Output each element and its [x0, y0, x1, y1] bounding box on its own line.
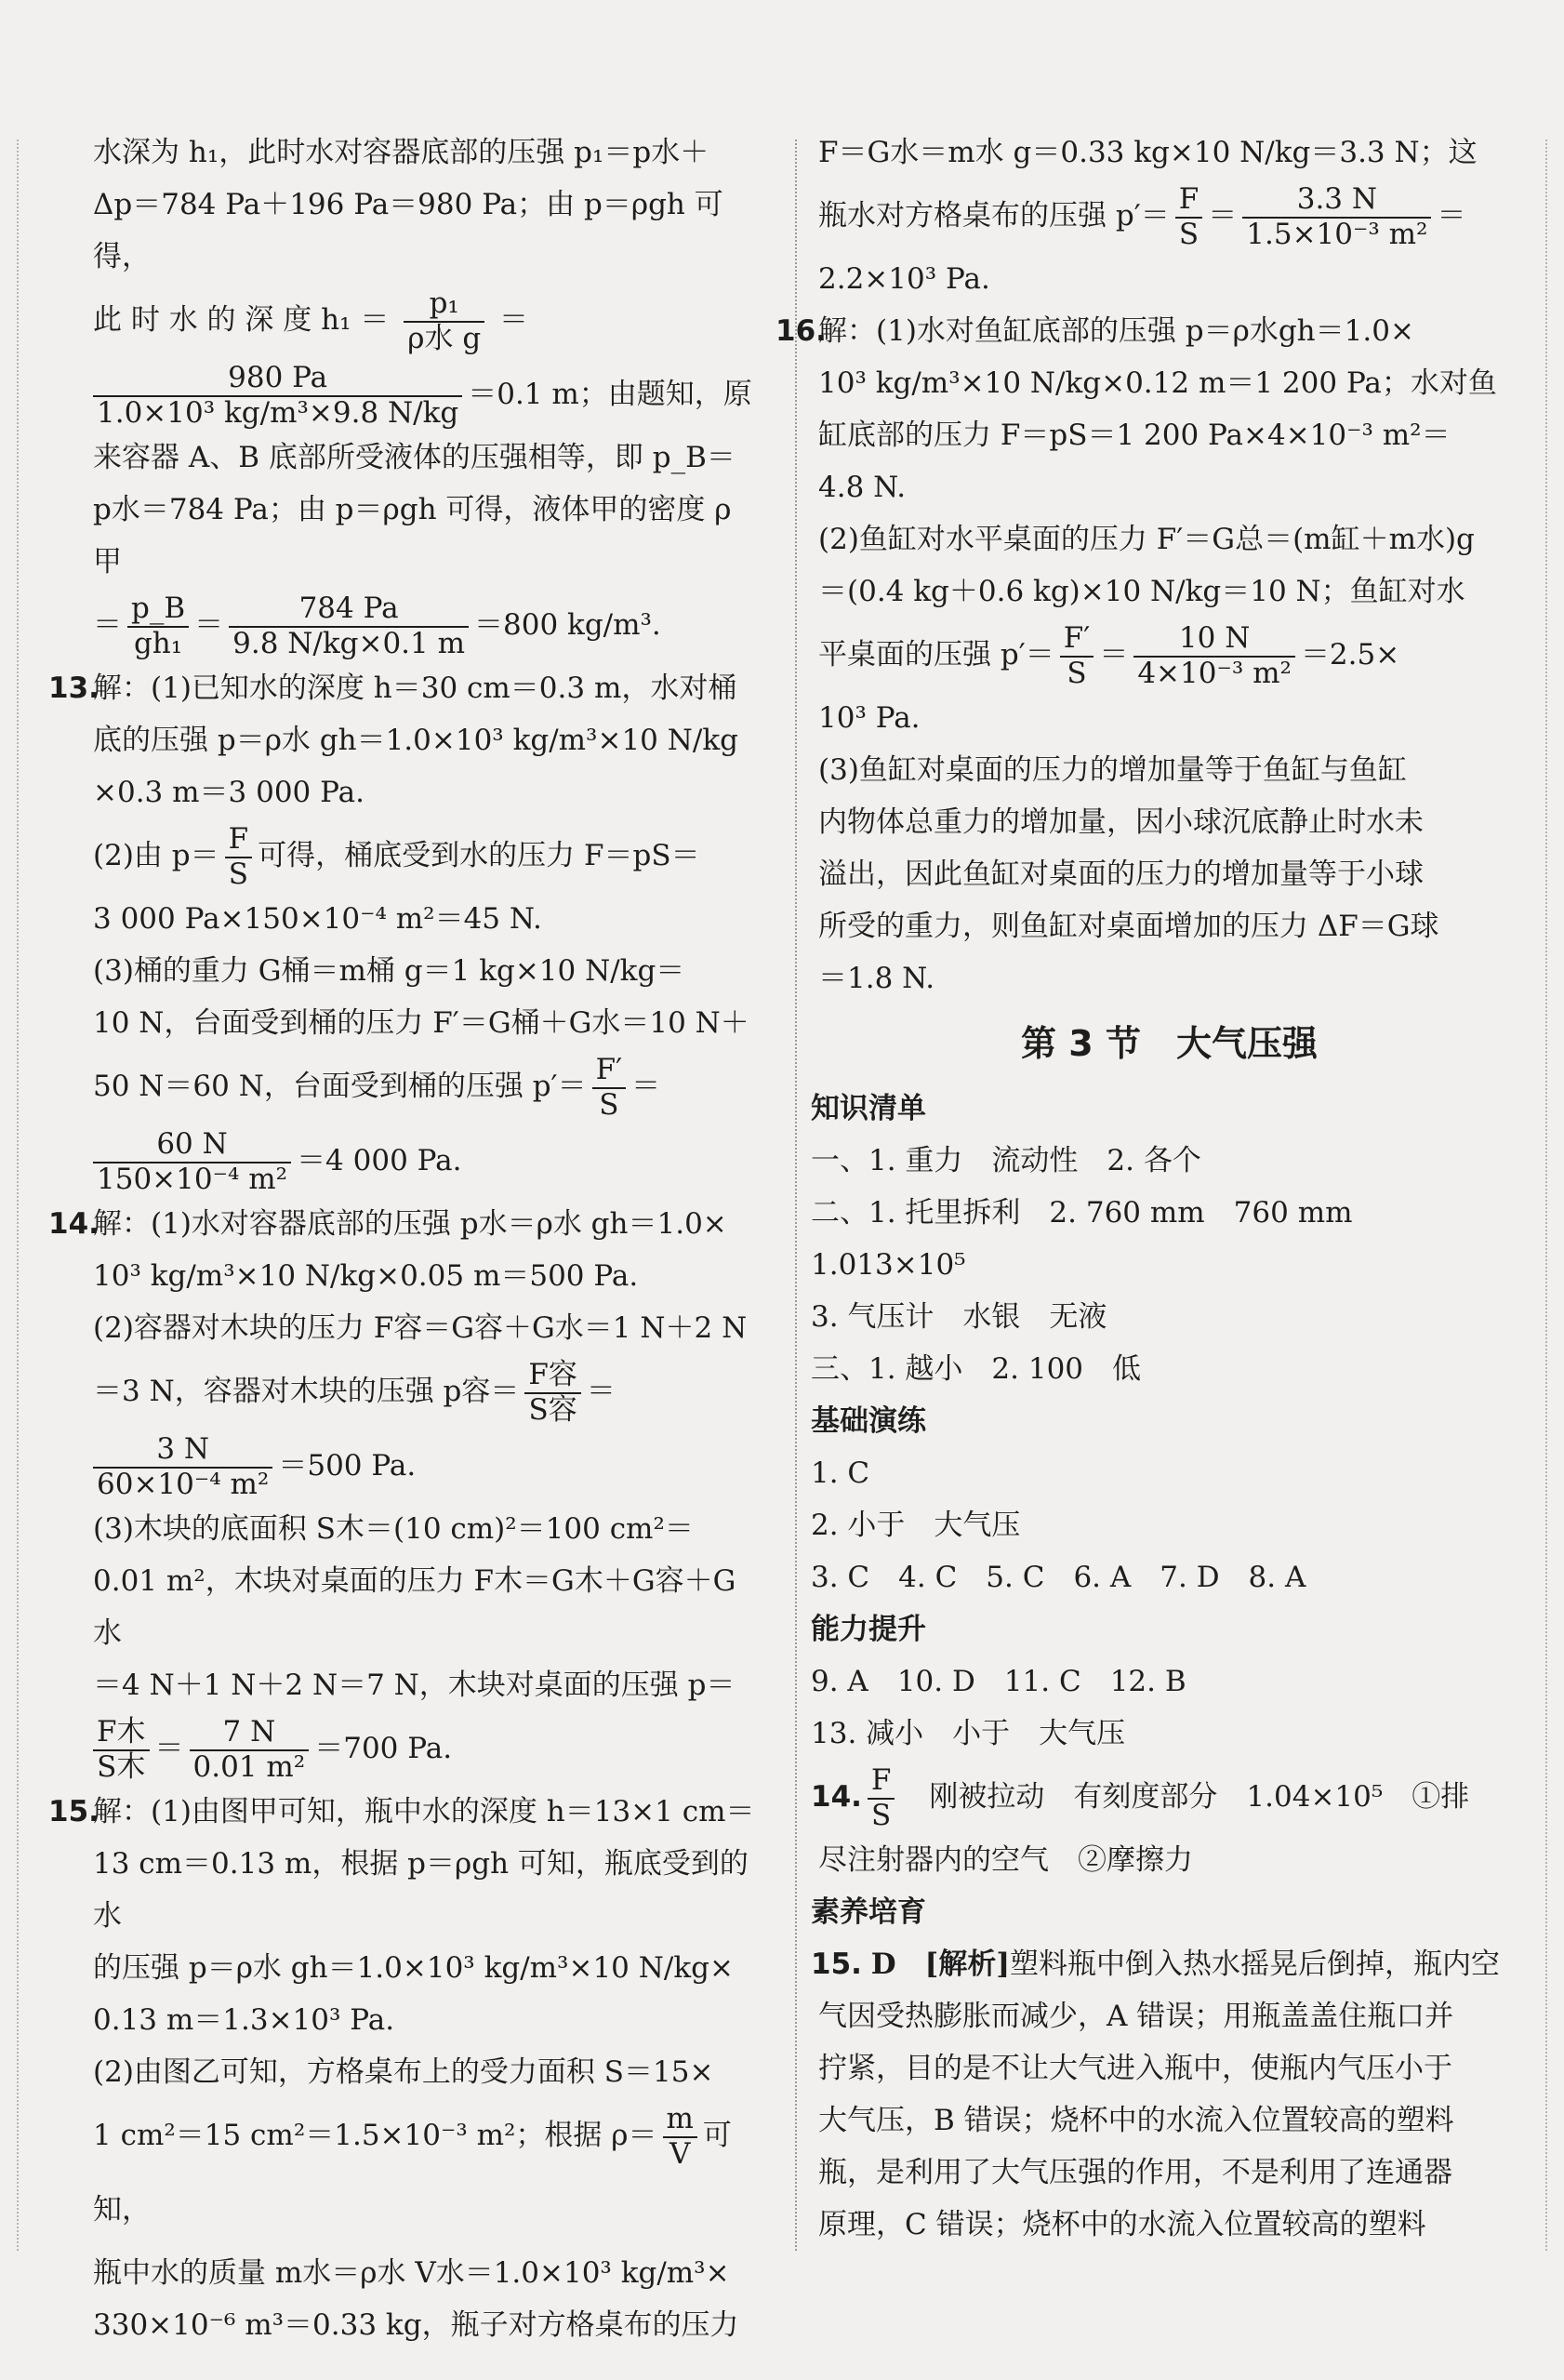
answer-line: 13. 减小 小于 大气压	[811, 1717, 1126, 1750]
question-number: 15.	[48, 1795, 99, 1828]
answer-line: 9. A 10. D 11. C 12. B	[811, 1665, 1186, 1698]
text-line: 尽注射器内的空气 ②摩擦力	[818, 1843, 1193, 1877]
text-line: (2)容器对木块的压力 F容＝G容＋G水＝1 N＋2 N	[93, 1311, 748, 1345]
text-line: 溢出，因此鱼缸对桌面的压力的增加量等于小球	[818, 858, 1424, 891]
text-line: (3)桶的重力 G桶＝m桶 g＝1 kg×10 N/kg＝	[93, 954, 685, 988]
fraction: $\frac{m}{V}$	[663, 2103, 697, 2171]
left-margin-rule	[17, 140, 19, 2251]
text-line: ＝1.8 N.	[818, 962, 935, 995]
right-column	[775, 126, 1520, 2251]
fraction: $\frac{3 N}{\text{60×10⁻⁴ m²}}$	[93, 1433, 272, 1501]
formula-line: 平桌面的压强 p′＝ $\frac{F'}{S}$ ＝ $\frac{10 N}{\text{4×10⁻³ m²}}$ ＝2.5×	[818, 620, 1400, 690]
text-line: (2)鱼缸对水平桌面的压力 F′＝G总＝(m缸＋m水)g	[818, 523, 1475, 556]
fraction: $\frac{\text{F容}}{\text{S容}}$	[524, 1359, 581, 1427]
text-line: 所受的重力，则鱼缸对桌面增加的压力 ΔF＝G球	[818, 910, 1439, 943]
formula-line: 50 N＝60 N，台面受到桶的压强 p′＝ $\frac{F'}{S}$ ＝	[93, 1052, 661, 1122]
answer-line: 3. 气压计 水银 无液	[811, 1300, 1107, 1334]
subheading-ability: 能力提升	[811, 1613, 926, 1646]
fraction: $\frac{980 Pa}{\text{1.0×10³ kg/m³×9.8 N/kg}}$	[93, 362, 462, 430]
text-line: 水深为 h₁，此时水对容器底部的压强 p₁＝p水＋	[93, 136, 709, 169]
text-line: 内物体总重力的增加量，因小球沉底静止时水未	[818, 805, 1424, 839]
answer-line: 14. $\frac{F}{S}$ 刚被拉动 有刻度部分 1.04×10⁵ ①排	[811, 1762, 1470, 1832]
text-line: 0.01 m²，木块对桌面的压力 F木＝G木＋G容＋G水	[93, 1564, 736, 1650]
fraction: $\frac{F'}{S}$	[1060, 622, 1094, 690]
text-line: (3)鱼缸对桌面的压力的增加量等于鱼缸与鱼缸	[818, 753, 1407, 787]
text-line: (3)木块的底面积 S木＝(10 cm)²＝100 cm²＝	[93, 1512, 694, 1546]
question-15: 15. 解：(1)由图甲可知，瓶中水的深度 h＝13×1 cm＝	[93, 1786, 755, 1838]
question-number: 13.	[48, 671, 99, 705]
text-line: p水＝784 Pa；由 p＝ρgh 可得，液体甲的密度 ρ甲	[93, 493, 732, 578]
text-line: (2)由图乙可知，方格桌布上的受力面积 S＝15×	[93, 2055, 714, 2089]
text-line: 0.13 m＝1.3×10³ Pa.	[93, 2003, 395, 2037]
text-line: 原理，C 错误；烧杯中的水流入位置较高的塑料	[818, 2208, 1426, 2241]
text-line: ＝4 N＋1 N＋2 N＝7 N，木块对桌面的压强 p＝	[93, 1669, 736, 1702]
answer-line: 2. 小于 大气压	[811, 1509, 1021, 1542]
text-line: F＝G水＝m水 g＝0.33 kg×10 N/kg＝3.3 N；这	[818, 136, 1478, 169]
subheading-knowledge: 知识清单	[811, 1092, 926, 1125]
fraction: $\frac{F}{S}$	[1175, 183, 1203, 251]
text-line: 拧紧，目的是不让大气进入瓶中，使瓶内气压小于	[818, 2052, 1452, 2085]
question-13: 13. 解：(1)已知水的深度 h＝30 cm＝0.3 m，水对桶	[93, 662, 755, 714]
text-line: 瓶中水的质量 m水＝ρ水 V水＝1.0×10³ kg/m³×	[93, 2256, 730, 2290]
formula-line: $\frac{60 N}{\text{150×10⁻⁴ m²}}$ ＝4 000 Pa.	[93, 1124, 755, 1198]
subheading-literacy: 素养培育	[811, 1895, 926, 1929]
answer-line: 3. C 4. C 5. C 6. A 7. D 8. A	[811, 1561, 1306, 1594]
question-number: 16.	[775, 314, 827, 348]
formula-line: ＝3 N，容器对木块的压强 p容＝ $\frac{\text{F容}}{\text{S容}}$ ＝	[93, 1357, 616, 1427]
text-line: Δp＝784 Pa＋196 Pa＝980 Pa；由 p＝ρgh 可得，	[93, 188, 723, 273]
column-divider	[795, 140, 797, 2251]
formula-line: $\frac{3 N}{\text{60×10⁻⁴ m²}}$ ＝500 Pa.	[93, 1429, 755, 1503]
formula-line: $\frac{\text{F木}}{\text{S木}}$ ＝ $\frac{7 N}{\text{0.01 m²}}$ ＝700 Pa.	[93, 1711, 755, 1786]
answer-line: 三、1. 越小 2. 100 低	[811, 1352, 1142, 1386]
fraction: $\frac{10 N}{\text{4×10⁻³ m²}}$	[1133, 622, 1295, 690]
fraction: $\frac{7 N}{\text{0.01 m²}}$	[190, 1716, 310, 1784]
formula-line: ＝ $\frac{p\_B}{\text{gh₁}}$ ＝ $\frac{784 Pa}{9.8 N/kg\times 0.1 m}$ ＝800 kg/m³.	[93, 591, 661, 660]
fraction: $\frac{3.3 N}{\text{1.5×10⁻³ m²}}$	[1242, 183, 1431, 251]
fraction: $\frac{\text{F木}}{\text{S木}}$	[93, 1716, 150, 1784]
answer-line: 一、1. 重力 流动性 2. 各个	[811, 1144, 1201, 1177]
left-column	[48, 126, 755, 2351]
section-title: 第 3 节 大气压强	[1021, 1023, 1318, 1064]
formula-line: 此 时 水 的 深 度 h₁ ＝ $\frac{\text{p₁}}{\text{ρ水 g}}$ ＝	[93, 286, 529, 355]
text-line: 13 cm＝0.13 m，根据 p＝ρgh 可知，瓶底受到的水	[93, 1847, 749, 1933]
text-line: 330×10⁻⁶ m³＝0.33 kg，瓶子对方格桌布的压力	[93, 2308, 739, 2342]
text-line: 大气压，B 错误；烧杯中的水流入位置较高的塑料	[818, 2104, 1454, 2137]
formula-line: 瓶水对方格桌布的压强 p′＝ $\frac{F}{S}$ ＝ $\frac{3.3 N}{\text{1.5×10⁻³ m²}}$ ＝	[818, 181, 1466, 251]
fraction: $\frac{\text{p₁}}{\text{ρ水 g}}$	[404, 287, 484, 355]
text-line: 底的压强 p＝ρ水 gh＝1.0×10³ kg/m³×10 N/kg	[93, 724, 738, 757]
formula-line: (2)由 p＝ $\frac{F}{S}$ 可得，桶底受到水的压力 F＝pS＝	[93, 821, 700, 891]
question-14: 14. 解：(1)水对容器底部的压强 p水＝ρ水 gh＝1.0×	[93, 1198, 755, 1250]
fraction: $\frac{F'}{S}$	[592, 1054, 627, 1122]
answer-line: 1. C	[811, 1456, 870, 1490]
formula-line: 1 cm²＝15 cm²＝1.5×10⁻³ m²；根据 ρ＝ $\frac{m}{V}$ 可知，	[93, 2101, 732, 2227]
fraction: $\frac{60 N}{\text{150×10⁻⁴ m²}}$	[93, 1128, 291, 1196]
fraction: $\frac{F}{S}$	[225, 823, 253, 891]
text-line: 10³ kg/m³×10 N/kg×0.12 m＝1 200 Pa；水对鱼	[818, 366, 1497, 400]
right-margin-rule	[1545, 140, 1547, 2251]
fraction: $\frac{784 Pa}{9.8 N/kg\times 0.1 m}$	[229, 592, 469, 660]
text-line: 气因受热膨胀而减少，A 错误；用瓶盖盖住瓶口并	[818, 2000, 1454, 2033]
text-line: 的压强 p＝ρ水 gh＝1.0×10³ kg/m³×10 N/kg×	[93, 1951, 734, 1985]
fraction: $\frac{p\_B}{\text{gh₁}}$	[127, 592, 189, 660]
question-number: 14.	[48, 1207, 99, 1241]
question-15-literacy: 15. D [解析]塑料瓶中倒入热水摇晃后倒掉，瓶内空	[811, 1948, 1500, 1981]
answer-line: 二、1. 托里拆利 2. 760 mm 760 mm 1.013×10⁵	[811, 1196, 1382, 1282]
formula-line: $\frac{980 Pa}{\text{1.0×10³ kg/m³×9.8 N/kg}}$ ＝0.1 m；由题知，原	[93, 357, 755, 432]
text-line: 10³ Pa.	[818, 701, 921, 735]
text-line: 缸底部的压力 F＝pS＝1 200 Pa×4×10⁻³ m²＝	[818, 419, 1451, 452]
text-line: 4.8 N.	[818, 471, 907, 504]
text-line: 瓶，是利用了大气压强的作用，不是利用了连通器	[818, 2156, 1452, 2189]
text-line: ＝(0.4 kg＋0.6 kg)×10 N/kg＝10 N；鱼缸对水	[818, 575, 1465, 608]
subheading-basic: 基础演练	[811, 1404, 926, 1438]
text-line: 2.2×10³ Pa.	[818, 262, 990, 296]
text-line: 3 000 Pa×150×10⁻⁴ m²＝45 N.	[93, 902, 542, 936]
question-16: 16. 解：(1)水对鱼缸底部的压强 p＝ρ水gh＝1.0×	[818, 305, 1520, 357]
text-line: 来容器 A、B 底部所受液体的压强相等，即 p_B＝	[93, 441, 736, 474]
text-line: 10³ kg/m³×10 N/kg×0.05 m＝500 Pa.	[93, 1259, 639, 1293]
fraction: $\frac{F}{S}$	[868, 1764, 895, 1832]
text-line: ×0.3 m＝3 000 Pa.	[93, 776, 364, 809]
text-line: 10 N，台面受到桶的压力 F′＝G桶＋G水＝10 N＋	[93, 1006, 749, 1040]
